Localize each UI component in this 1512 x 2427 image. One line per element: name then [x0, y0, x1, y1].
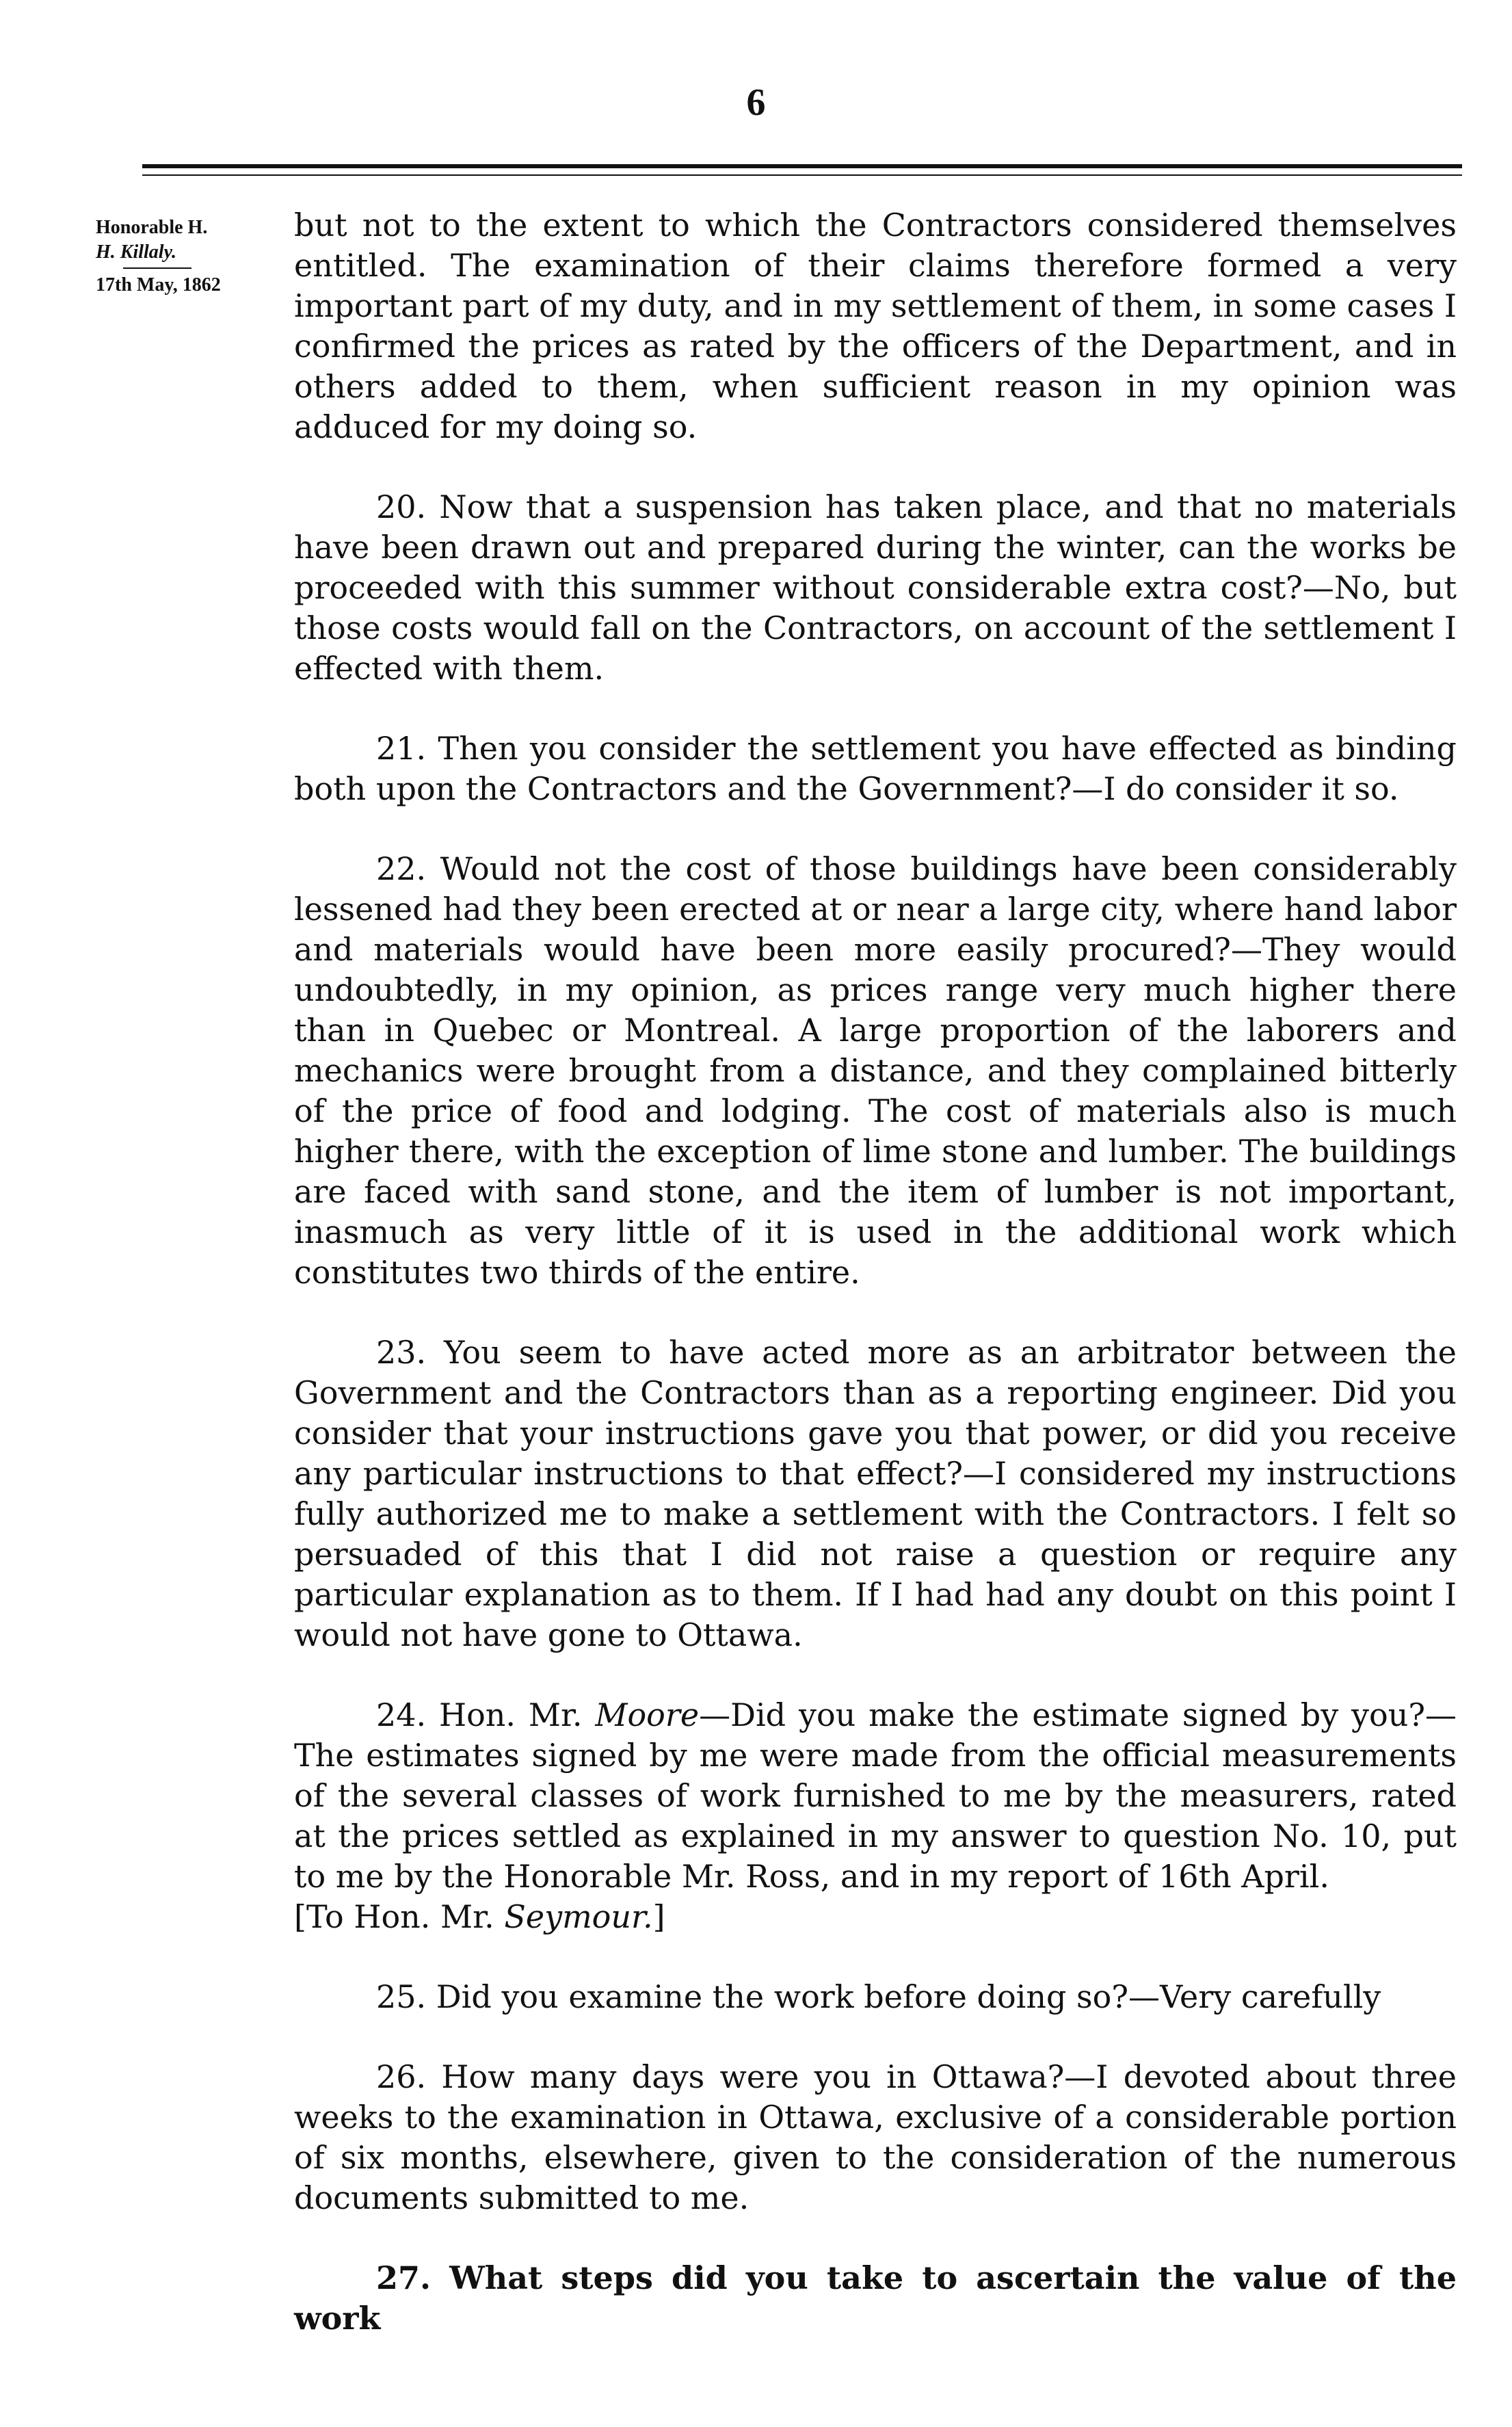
margin-note-underline: [123, 267, 191, 269]
question-24-aside: [294, 1897, 665, 1937]
margin-note-name: Honorable H.: [96, 217, 208, 238]
question-24-text: —Did you make the estimate signed by you?—The estimates signed by me were made from the official measurements of the several classes of work furnished to me by the measurers, rated at the prices settled as explained in my answer to question No. 10, put to me by the Honorable Mr. Ross, and in my report of 16th April.: [294, 1696, 1457, 1895]
question-24-speaker: Moore: [595, 1696, 700, 1733]
paragraph-question-24: [294, 1695, 1457, 1937]
paragraph-question-26: 26. How many days were you in Ottawa?—I devoted about three weeks to the examination in Ottawa, exclusive of a considerable portion of six months, elsewhere, given to the consideration of the numerous documents submitted to me.: [294, 2058, 1457, 2216]
margin-note: [96, 215, 321, 298]
aside-prefix: [To Hon. Mr.: [294, 1898, 505, 1935]
paragraph-question-25: 25. Did you examine the work before doing so?—Very carefully: [376, 1978, 1381, 2015]
paragraph-question-23: 23. You seem to have acted more as an arbitrator between the Government and the Contractors than as a reporting engineer. Did you consider that your instructions gave you that power, or did you receive any particular instructions to that effect?—I considered my instructions fully authorized me to make a settlement with the Contractors. I felt so persuaded of this that I did not raise a question or require any particular explanation as to them. If I had had any doubt on this point I would not have gone to Ottawa.: [294, 1334, 1457, 1653]
aside-name: Seymour.: [504, 1898, 653, 1935]
header-rule-thin: [142, 174, 1462, 176]
margin-note-surname: H. Killaly.: [96, 241, 176, 263]
question-24-prefix: 24. Hon. Mr.: [376, 1696, 596, 1733]
margin-note-date: 17th May, 1862: [96, 274, 221, 296]
body-text: [294, 205, 1457, 2378]
aside-suffix: ]: [652, 1898, 665, 1935]
paragraph-continuation: but not to the extent to which the Contractors considered themselves entitled. The examination of their claims therefore formed a very important part of my duty, and in my settlement of them, in some cases I confirmed the prices as rated by the officers of the Department, and in others added to them, when sufficient reason in my opinion was adduced for my doing so.: [294, 207, 1457, 445]
paragraph-question-22: 22. Would not the cost of those buildings have been considerably lessened had they been erected at or near a large city, where hand labor and materials would have been more easily procured?—They would undoubtedly, in my opinion, as prices range very much higher there than in Quebec or Montreal. A large proportion of the laborers and mechanics were brought from a distance, and they complained bitterly of the price of food and lodging. The cost of materials also is much higher there, with the exception of lime stone and lumber. The buildings are faced with sand stone, and the item of lumber is not important, inasmuch as very little of it is used in the additional work which constitutes two thirds of the entire.: [294, 850, 1457, 1291]
page-number: 6: [746, 81, 766, 124]
paragraph-question-27: 27. What steps did you take to ascertain the value of the work: [294, 2259, 1457, 2337]
paragraph-question-20: 20. Now that a suspension has taken place, and that no materials have been drawn out and prepared during the winter, can the works be proceeded with this summer without considerable extra cost?—No, but those costs would fall on the Contractors, on account of the settlement I effected with them.: [294, 488, 1457, 687]
paragraph-question-21: 21. Then you consider the settlement you have effected as binding both upon the Contractors and the Government?—I do consider it so.: [294, 730, 1457, 807]
header-rule-thick: [142, 164, 1462, 168]
